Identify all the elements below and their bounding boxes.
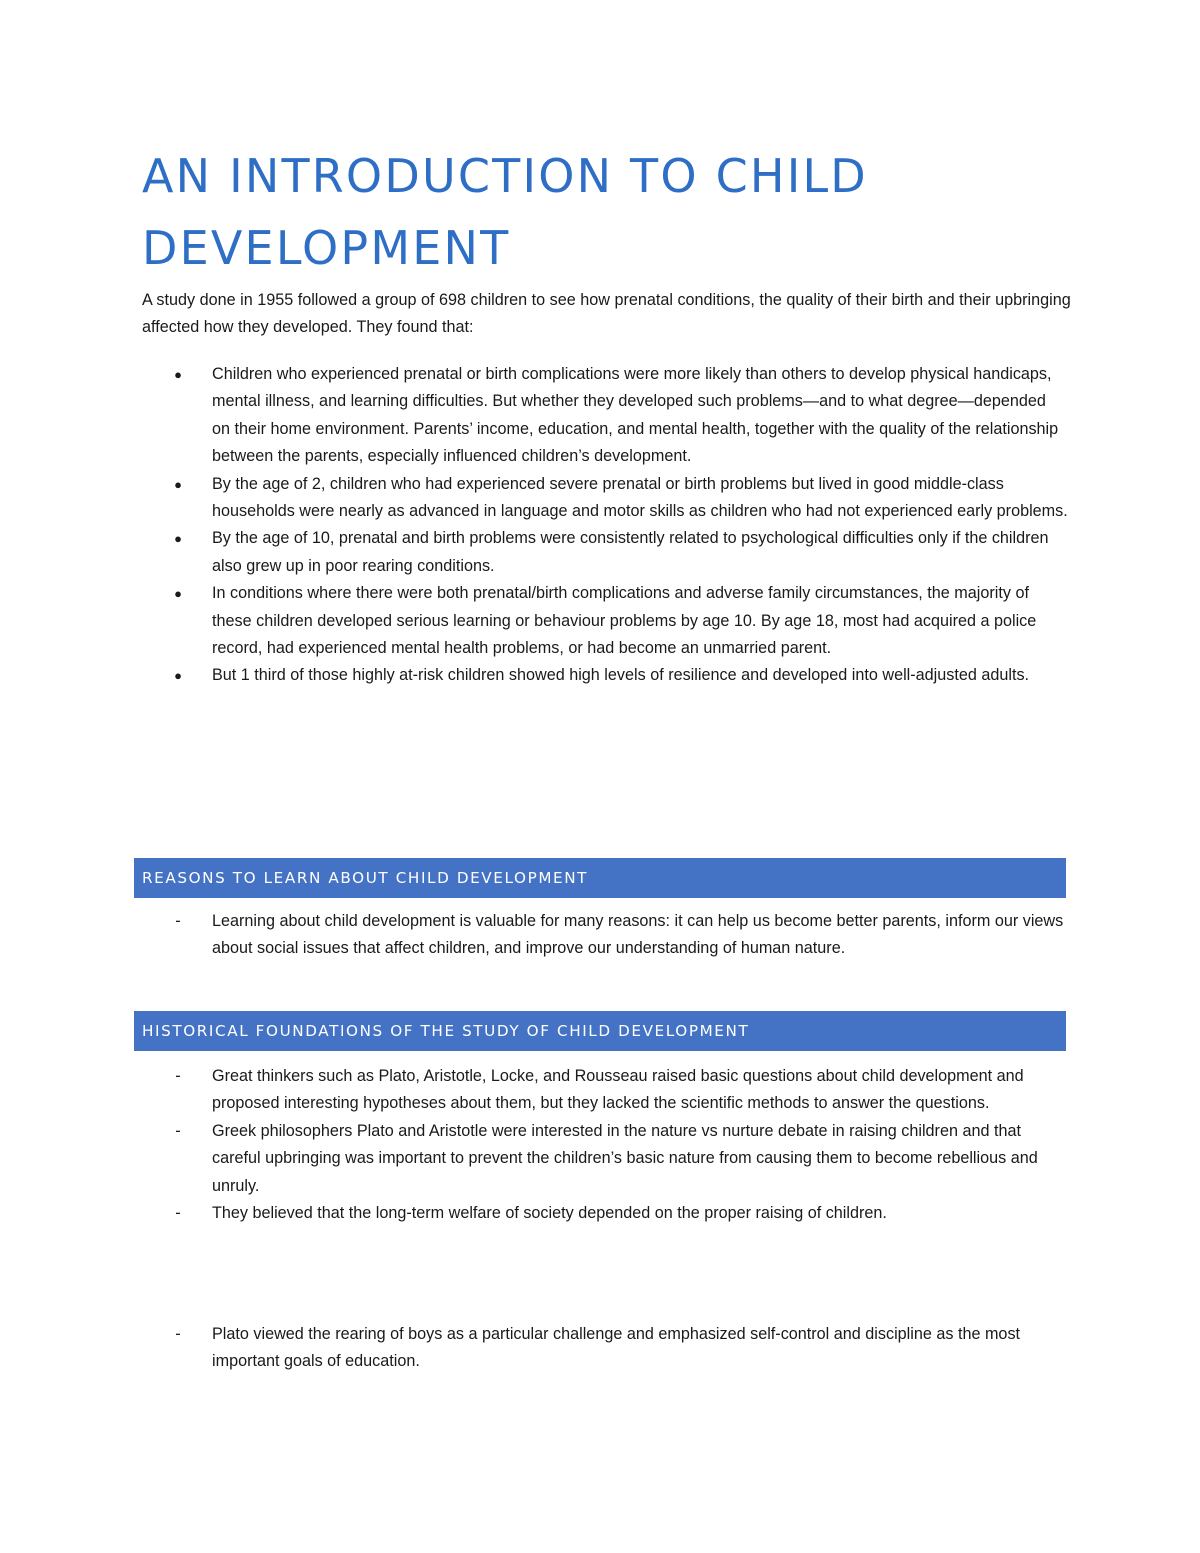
section-heading-historical — [134, 1011, 1066, 1051]
dash-icon: - — [175, 912, 181, 930]
bullet-icon: ● — [174, 476, 182, 492]
bullet-icon: ● — [174, 531, 182, 547]
list-item — [168, 1118, 1068, 1200]
list-item — [168, 1321, 1068, 1376]
findings-list — [168, 361, 1068, 690]
list-item-text: Great thinkers such as Plato, Aristotle, Locke, and Rousseau raised basic questions about child development and proposed interesting hypotheses about them, but they lacked the scientific methods to answer the questions. — [212, 1067, 1024, 1113]
dash-icon: - — [175, 1325, 181, 1343]
list-item-text: In conditions where there were both prenatal/birth complications and adverse family circumstances, the majority of these children developed serious learning or behaviour problems by age 10. By age 18, most had acquired a police record, had experienced mental health problems, or had become an unmarried parent. — [212, 584, 1037, 658]
dash-icon: - — [175, 1204, 181, 1223]
section-heading-reasons — [134, 858, 1066, 898]
list-item-text: Greek philosophers Plato and Aristotle were interested in the nature vs nurture debate in raising children and that careful upbringing was important to prevent the children’s basic nature from causing them to become rebellious and unruly. — [212, 1121, 1038, 1195]
bullet-icon: ● — [174, 367, 182, 382]
historical-list — [168, 1063, 1068, 1227]
list-item — [168, 1063, 1068, 1118]
list-item-text: But 1 third of those highly at-risk children showed high levels of resilience and developed into well-adjusted adults. — [212, 666, 1030, 685]
list-item-text: They believed that the long-term welfare of society depended on the proper raising of children. — [212, 1204, 887, 1223]
reasons-list — [168, 908, 1068, 963]
list-item — [168, 525, 1068, 580]
document-title: AN INTRODUCTION TO CHILD DEVELOPMENT — [142, 149, 868, 275]
bullet-icon: ● — [174, 668, 182, 684]
list-item — [168, 662, 1068, 689]
section-heading-text: REASONS TO LEARN ABOUT CHILD DEVELOPMENT — [142, 869, 589, 887]
list-item — [168, 1200, 1068, 1227]
dash-icon: - — [175, 1121, 181, 1140]
list-item-text: By the age of 10, prenatal and birth problems were consistently related to psychological difficulties only if the children also grew up in poor rearing conditions. — [212, 529, 1049, 575]
list-item-text: Learning about child development is valuable for many reasons: it can help us become better parents, inform our views about social issues that affect children, and improve our understanding of human nature. — [212, 912, 1064, 958]
list-item — [168, 908, 1068, 963]
dash-icon: - — [175, 1067, 181, 1085]
bullet-icon: ● — [174, 586, 182, 602]
list-item-text: Children who experienced prenatal or birth complications were more likely than others to develop physical handicaps, mental illness, and learning difficulties. But whether they developed such problems—and to what degree—depended on their home environment. Parents’ income, education, and mental health, together with the quality of the relationship between the parents, especially influenced children’s development. — [212, 365, 1059, 466]
list-item-text: By the age of 2, children who had experienced severe prenatal or birth problems but lived in good middle-class households were nearly as advanced in language and motor skills as children who had not experienced early problems. — [212, 474, 1068, 521]
list-item — [168, 361, 1068, 471]
list-item — [168, 580, 1068, 662]
historical-list-continued — [168, 1321, 1068, 1376]
intro-paragraph: A study done in 1955 followed a group of 698 children to see how prenatal conditions, the quality of their birth and their upbringing affected how they developed. They found that: — [142, 291, 1071, 337]
section-heading-text: HISTORICAL FOUNDATIONS OF THE STUDY OF CHILD DEVELOPMENT — [142, 1022, 750, 1040]
list-item-text: Plato viewed the rearing of boys as a particular challenge and emphasized self-control and discipline as the most important goals of education. — [212, 1325, 1021, 1371]
list-item — [168, 471, 1068, 526]
